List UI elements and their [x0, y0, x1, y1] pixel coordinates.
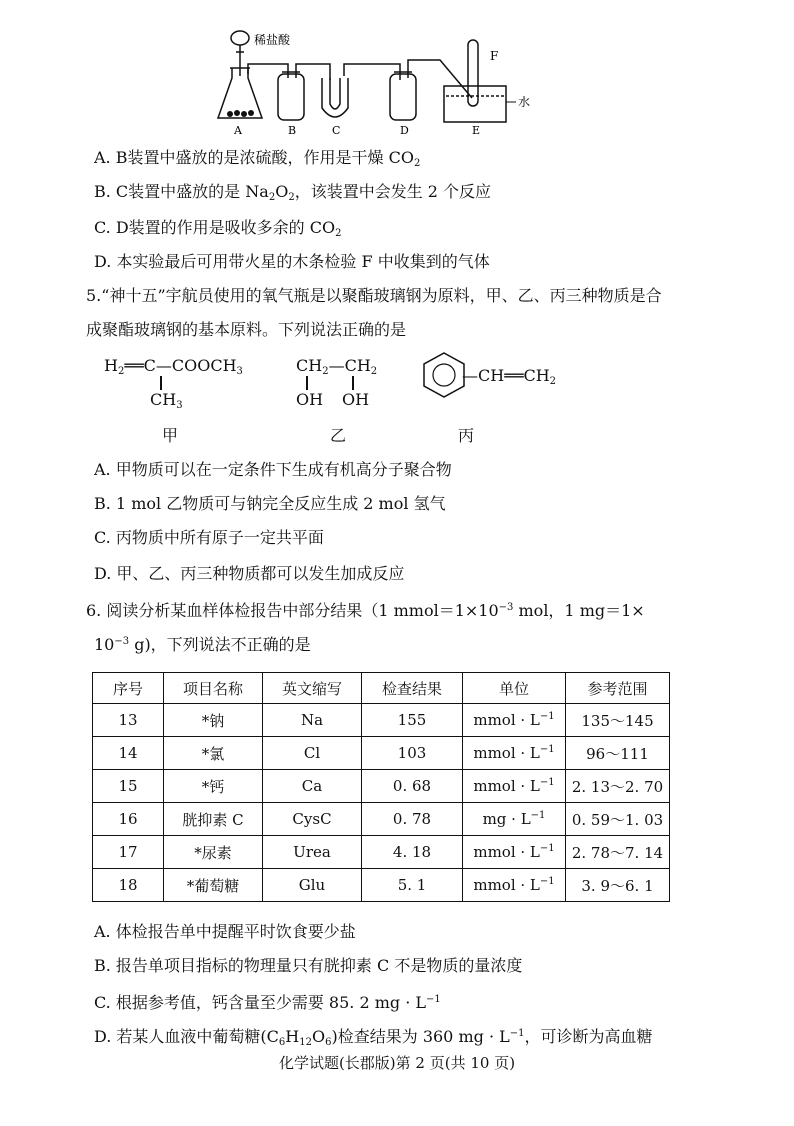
apparatus-diagram: [210, 18, 540, 138]
q4-option-b: B. C装置中盛放的是 $Na_2O_2$，该装置中会发生 2 个反应: [94, 182, 492, 203]
bing-chain: $—CH══CH_2$: [462, 366, 557, 387]
jia-formula: $H_2══C—COOCH_3$: [104, 356, 243, 377]
table-row: [93, 803, 670, 836]
table-cell: 0. 59～1. 03: [566, 803, 670, 836]
table-cell: 15: [93, 770, 164, 803]
table-cell: 2. 13～2. 70: [566, 770, 670, 803]
col-header: 序号: [93, 673, 164, 704]
q6-option-c: C. 根据参考值，钙含量至少需要 85. 2 mg · $L^{-1}$: [94, 993, 441, 1012]
label-b: B: [288, 124, 297, 137]
table-cell: *氯: [164, 737, 263, 770]
table-cell: Glu: [263, 869, 362, 902]
q5-option-a: A. 甲物质可以在一定条件下生成有机高分子聚合物: [94, 460, 452, 479]
q5-stem-line1: 5.“神十五”宇航员使用的氧气瓶是以聚酯玻璃钢为原料，甲、乙、丙三种物质是合: [86, 286, 662, 305]
table-row: [93, 869, 670, 902]
table-cell: mmol · $L^{-1}$: [463, 869, 566, 902]
label-c: C: [332, 124, 341, 137]
col-header: 检查结果: [362, 673, 463, 704]
table-cell: 103: [362, 737, 463, 770]
table-row: [93, 770, 670, 803]
table-cell: 14: [93, 737, 164, 770]
table-header-row: [93, 673, 670, 704]
blood-report-table: [92, 672, 670, 902]
yi-oh-2: OH: [342, 390, 370, 409]
q6-option-d: D. 若某人血液中葡萄糖$(C_6H_{12}O_6)$检查结果为 360 mg · $L^{-1}$，可诊断为高血糖: [94, 1027, 653, 1048]
table-cell: mmol · $L^{-1}$: [463, 770, 566, 803]
benzene-ring: [420, 350, 468, 400]
jia-name: 甲: [162, 426, 179, 445]
col-header: 英文缩写: [263, 673, 362, 704]
table-cell: mmol · $L^{-1}$: [463, 836, 566, 869]
acid-label: 稀盐酸: [254, 33, 291, 47]
table-cell: *钠: [164, 704, 263, 737]
table-cell: 13: [93, 704, 164, 737]
table-cell: Na: [263, 704, 362, 737]
yi-oh-1: OH: [296, 390, 324, 409]
table-row: [93, 737, 670, 770]
table-cell: mg · $L^{-1}$: [463, 803, 566, 836]
q6-option-b: B. 报告单项目指标的物理量只有胱抑素 C 不是物质的量浓度: [94, 956, 523, 975]
f-label: F: [490, 49, 499, 63]
table-cell: *钙: [164, 770, 263, 803]
q5-stem-line2: 成聚酯玻璃钢的基本原料。下列说法正确的是: [86, 320, 407, 339]
bing-name: 丙: [458, 426, 475, 445]
yi-name: 乙: [330, 426, 347, 445]
col-header: 项目名称: [164, 673, 263, 704]
q5-option-d: D. 甲、乙、丙三种物质都可以发生加成反应: [94, 564, 405, 583]
col-header: 参考范围: [566, 673, 670, 704]
q4-option-d: D. 本实验最后可用带火星的木条检验 F 中收集到的气体: [94, 252, 490, 271]
table-cell: *葡萄糖: [164, 869, 263, 902]
table-cell: Ca: [263, 770, 362, 803]
table-cell: 4. 18: [362, 836, 463, 869]
col-header: 单位: [463, 673, 566, 704]
table-cell: *尿素: [164, 836, 263, 869]
table-cell: 5. 1: [362, 869, 463, 902]
q6-stem-line1: 6. 阅读分析某血样体检报告中部分结果（1 $mmol=1\times 10^{-3}$ mol，1 mg＝1×: [86, 601, 645, 620]
table-cell: 155: [362, 704, 463, 737]
jia-bond: [160, 376, 162, 390]
table-cell: 96～111: [566, 737, 670, 770]
table-cell: 3. 9～6. 1: [566, 869, 670, 902]
table-cell: mmol · $L^{-1}$: [463, 737, 566, 770]
label-a: A: [234, 124, 242, 137]
table-cell: 16: [93, 803, 164, 836]
q5-option-c: C. 丙物质中所有原子一定共平面: [94, 528, 324, 547]
table-cell: Urea: [263, 836, 362, 869]
q6-option-a: A. 体检报告单中提醒平时饮食要少盐: [94, 922, 356, 941]
table-cell: 胱抑素 C: [164, 803, 263, 836]
q5-option-b: B. 1 mol 乙物质可与钠完全反应生成 2 mol 氢气: [94, 494, 446, 513]
q4-option-c: C. D装置的作用是吸收多余的 $CO_2$: [94, 218, 342, 239]
table-cell: 0. 78: [362, 803, 463, 836]
table-cell: mmol · $L^{-1}$: [463, 704, 566, 737]
table-cell: 17: [93, 836, 164, 869]
page-footer: 化学试题(长郡版)第 2 页(共 10 页): [278, 1054, 516, 1072]
label-d: D: [400, 124, 409, 137]
yi-formula: $CH_2—CH_2$: [296, 356, 378, 377]
table-cell: 2. 78～7. 14: [566, 836, 670, 869]
table-cell: Cl: [263, 737, 362, 770]
table-cell: CysC: [263, 803, 362, 836]
table-row: [93, 704, 670, 737]
q4-option-a: A. B装置中盛放的是浓硫酸，作用是干燥 $CO_2$: [94, 148, 421, 169]
water-label: 水: [518, 95, 531, 109]
yi-bond-2: [352, 376, 354, 390]
label-e: E: [472, 124, 481, 137]
table-cell: 0. 68: [362, 770, 463, 803]
jia-methyl: $CH_3$: [150, 390, 183, 411]
q6-stem-line2: $10^{-3}$ g)，下列说法不正确的是: [94, 635, 311, 654]
table-cell: 135～145: [566, 704, 670, 737]
yi-bond-1: [306, 376, 308, 390]
table-cell: 18: [93, 869, 164, 902]
table-row: [93, 836, 670, 869]
